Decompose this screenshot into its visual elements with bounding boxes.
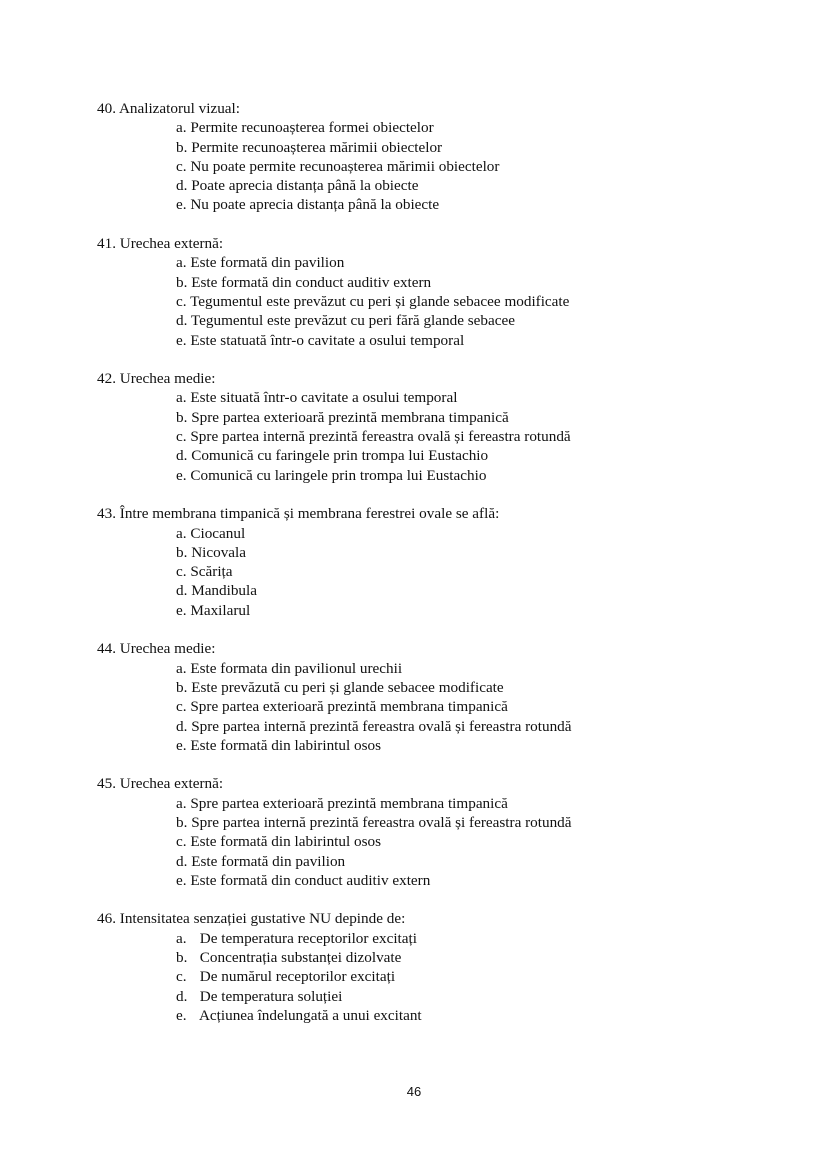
- option-letter: d.: [176, 582, 188, 600]
- spacer: [97, 890, 737, 909]
- question-title: 46. Intensitatea senzației gustative NU depinde de:: [97, 910, 406, 928]
- answer-option: [97, 1006, 737, 1025]
- option-letter: d.: [176, 987, 188, 1005]
- answer-option: [97, 138, 737, 157]
- spacer: [97, 350, 737, 369]
- option-letter: c.: [176, 563, 187, 581]
- question-block: [97, 369, 737, 485]
- option-text: Comunică cu faringele prin trompa lui Eustachio: [191, 447, 489, 465]
- answer-option: [97, 524, 737, 543]
- question-title: 45. Urechea externă:: [97, 775, 224, 793]
- option-text: Este statuată într-o cavitate a osului temporal: [190, 331, 465, 349]
- question-title: 40. Analizatorul vizual:: [97, 100, 240, 117]
- answer-option: [97, 253, 737, 272]
- answer-option: [97, 562, 737, 581]
- option-letter: c.: [176, 428, 187, 446]
- answer-option: [97, 273, 737, 292]
- option-text: Spre partea internă prezintă fereastra ovală și fereastra rotundă: [191, 813, 572, 831]
- question-block: [97, 234, 737, 350]
- answer-option: [97, 929, 737, 948]
- spacer: [97, 485, 737, 504]
- option-letter: a.: [176, 119, 187, 137]
- option-text: Este formată din conduct auditiv extern: [191, 273, 432, 291]
- question-title: 41. Urechea externă:: [97, 235, 224, 253]
- option-text: Spre partea internă prezintă fereastra ovală și fereastra rotundă: [190, 428, 571, 446]
- answer-option: [97, 543, 737, 562]
- option-text: Nicovala: [191, 543, 247, 561]
- question-title: 43. Între membrana timpanică și membrana ferestrei ovale se află:: [97, 505, 500, 523]
- question-block: [97, 504, 737, 620]
- answer-option: [97, 852, 737, 871]
- option-letter: e.: [176, 196, 187, 214]
- question-block: [97, 909, 737, 1025]
- option-text: Comunică cu laringele prin trompa lui Eustachio: [190, 466, 487, 484]
- answer-option: [97, 659, 737, 678]
- answer-option: [97, 987, 737, 1006]
- option-text: Maxilarul: [190, 601, 251, 619]
- answer-option: [97, 388, 737, 407]
- option-letter: c.: [176, 292, 187, 310]
- question-title: 42. Urechea medie:: [97, 370, 216, 388]
- option-letter: c.: [176, 833, 187, 851]
- answer-option: [97, 176, 737, 195]
- option-letter: c.: [176, 968, 187, 986]
- option-text: Tegumentul este prevăzut cu peri și glande sebacee modificate: [190, 292, 570, 310]
- option-letter: d.: [176, 852, 188, 870]
- option-letter: e.: [176, 871, 187, 889]
- answer-option: [97, 157, 737, 176]
- option-text: Poate aprecia distanța până la obiecte: [191, 177, 419, 195]
- answer-option: [97, 466, 737, 485]
- option-text: Ciocanul: [190, 524, 246, 542]
- option-letter: e.: [176, 736, 187, 754]
- option-letter: a.: [176, 794, 187, 812]
- option-letter: e.: [176, 1006, 187, 1024]
- option-letter: a.: [176, 659, 187, 677]
- option-letter: d.: [176, 447, 188, 465]
- option-text: Mandibula: [191, 582, 257, 600]
- option-text: Nu poate aprecia distanța până la obiecte: [190, 196, 440, 214]
- answer-option: [97, 427, 737, 446]
- option-text: Spre partea exterioară prezintă membrana timpanică: [190, 794, 508, 812]
- option-letter: a.: [176, 254, 187, 272]
- option-text: Spre partea exterioară prezintă membrana timpanică: [191, 408, 509, 426]
- option-text: Spre partea internă prezintă fereastra ovală și fereastra rotundă: [191, 717, 572, 735]
- option-text: Concentrația substanței dizolvate: [199, 949, 402, 967]
- answer-option: [97, 736, 737, 755]
- option-text: Este formată din labirintul osos: [190, 833, 381, 851]
- option-letter: a.: [176, 929, 187, 947]
- option-text: Este formata din pavilionul urechii: [190, 659, 403, 677]
- option-text: Tegumentul este prevăzut cu peri fără glande sebacee: [190, 312, 515, 330]
- answer-option: [97, 311, 737, 330]
- option-text: Acțiunea îndelungată a unui excitant: [198, 1006, 422, 1024]
- option-letter: a.: [176, 389, 187, 407]
- option-letter: c.: [176, 157, 187, 175]
- answer-option: [97, 794, 737, 813]
- option-text: Permite recunoașterea mărimii obiectelor: [191, 138, 443, 156]
- option-text: De temperatura soluției: [199, 987, 343, 1005]
- option-letter: b.: [176, 408, 188, 426]
- option-text: De temperatura receptorilor excitați: [199, 929, 417, 947]
- option-text: Spre partea exterioară prezintă membrana timpanică: [190, 698, 508, 716]
- spacer: [97, 215, 737, 234]
- answer-option: [97, 717, 737, 736]
- option-letter: b.: [176, 138, 188, 156]
- option-letter: a.: [176, 524, 187, 542]
- option-text: Este prevăzută cu peri și glande sebacee modificate: [191, 678, 504, 696]
- option-text: Este situată într-o cavitate a osului temporal: [190, 389, 458, 407]
- option-text: Permite recunoașterea formei obiectelor: [190, 119, 434, 137]
- answer-option: [97, 967, 737, 986]
- question-block: [97, 774, 737, 890]
- option-text: De numărul receptorilor excitați: [199, 968, 396, 986]
- answer-option: [97, 678, 737, 697]
- option-letter: d.: [176, 312, 188, 330]
- option-letter: b.: [176, 949, 188, 967]
- option-letter: c.: [176, 698, 187, 716]
- answer-option: [97, 948, 737, 967]
- question-title: 44. Urechea medie:: [97, 640, 216, 658]
- answer-option: [97, 697, 737, 716]
- question-block: [97, 639, 737, 755]
- answer-option: [97, 813, 737, 832]
- option-text: Este formată din conduct auditiv extern: [190, 871, 431, 889]
- option-letter: e.: [176, 601, 187, 619]
- answer-option: [97, 581, 737, 600]
- question-list: [97, 99, 737, 1025]
- page-number: 46: [406, 1084, 422, 1099]
- option-text: Este formată din pavilion: [190, 254, 345, 272]
- option-letter: b.: [176, 273, 188, 291]
- option-letter: b.: [176, 678, 188, 696]
- answer-option: [97, 292, 737, 311]
- option-text: Este formată din pavilion: [191, 852, 346, 870]
- answer-option: [97, 446, 737, 465]
- option-letter: b.: [176, 543, 188, 561]
- spacer: [97, 755, 737, 774]
- option-text: Este formată din labirintul osos: [190, 736, 381, 754]
- option-letter: b.: [176, 813, 188, 831]
- answer-option: [97, 408, 737, 427]
- question-block: [97, 99, 737, 215]
- answer-option: [97, 331, 737, 350]
- option-text: Nu poate permite recunoașterea mărimii obiectelor: [190, 157, 500, 175]
- option-letter: e.: [176, 331, 187, 349]
- option-letter: d.: [176, 717, 188, 735]
- answer-option: [97, 832, 737, 851]
- answer-option: [97, 195, 737, 214]
- answer-option: [97, 601, 737, 620]
- spacer: [97, 620, 737, 639]
- option-letter: d.: [176, 177, 188, 195]
- answer-option: [97, 871, 737, 890]
- answer-option: [97, 118, 737, 137]
- option-letter: e.: [176, 466, 187, 484]
- option-text: Scărița: [190, 563, 233, 581]
